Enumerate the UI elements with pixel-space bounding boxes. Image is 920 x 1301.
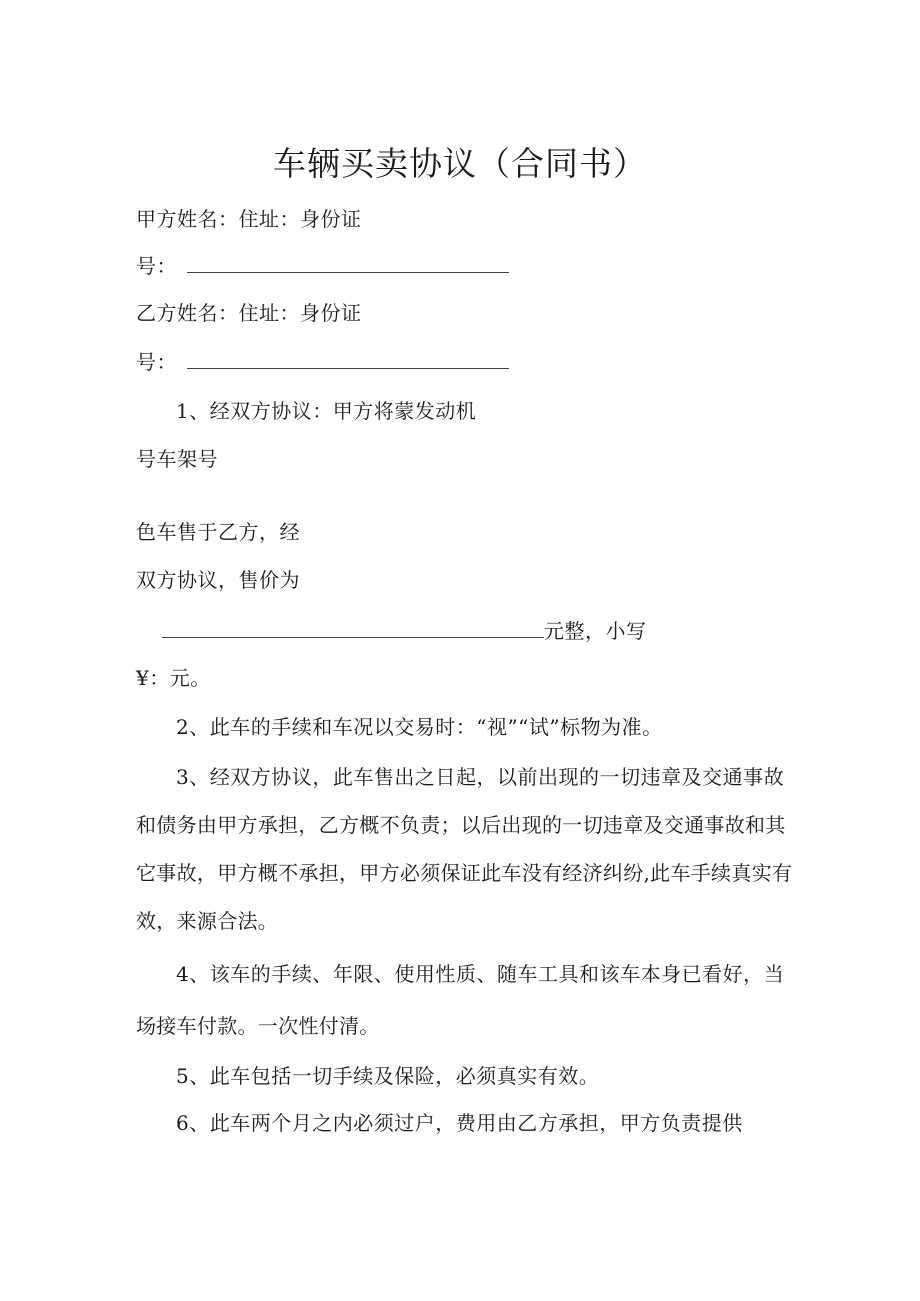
clause-1-amount-line bbox=[162, 615, 647, 646]
clause-1-line-3: 色车售于乙方，经 bbox=[136, 520, 300, 544]
small-amount-line: ¥：元。 bbox=[136, 666, 211, 690]
clause-3-line-3: 它事故，甲方概不承担，甲方必须保证此车没有经济纠纷,此车手续真实有 bbox=[136, 861, 793, 885]
amount-blank bbox=[162, 615, 544, 638]
clause-3-line-4: 效，来源合法。 bbox=[136, 909, 279, 933]
clause-4-line-2: 场接车付款。一次性付清。 bbox=[136, 1014, 380, 1038]
clause-6: 6、此车两个月之内必须过户，费用由乙方承担，甲方负责提供 bbox=[176, 1111, 743, 1135]
party-b-id-label: 号： bbox=[136, 350, 177, 374]
clause-3-line-1: 3、经双方协议，此车售出之日起，以前出现的一切违章及交通事故 bbox=[176, 765, 784, 789]
party-b-id-line bbox=[136, 346, 509, 377]
document-title: 车辆买卖协议（合同书） bbox=[273, 144, 647, 183]
party-a-id-line bbox=[136, 250, 509, 281]
clause-4-line-1: 4、该车的手续、年限、使用性质、随车工具和该车本身已看好，当 bbox=[176, 962, 784, 986]
party-b-id-blank bbox=[187, 346, 509, 369]
party-a-id-label: 号： bbox=[136, 254, 177, 278]
party-b-info-line: 乙方姓名：住址：身份证 bbox=[136, 301, 362, 325]
clause-1-line-1: 1、经双方协议：甲方将蒙发动机 bbox=[176, 399, 477, 423]
clause-2: 2、此车的手续和车况以交易时：“视”“试”标物为准。 bbox=[176, 715, 663, 739]
clause-3-line-2: 和债务由甲方承担，乙方概不负责；以后出现的一切违章及交通事故和其 bbox=[136, 813, 786, 837]
clause-1-line-2: 号车架号 bbox=[136, 447, 218, 471]
clause-1-line-4: 双方协议，售价为 bbox=[136, 568, 300, 592]
amount-suffix: 元整，小写 bbox=[544, 619, 647, 643]
clause-5: 5、此车包括一切手续及保险，必须真实有效。 bbox=[176, 1064, 600, 1088]
party-a-id-blank bbox=[187, 250, 509, 273]
party-a-info-line: 甲方姓名：住址：身份证 bbox=[136, 207, 362, 231]
